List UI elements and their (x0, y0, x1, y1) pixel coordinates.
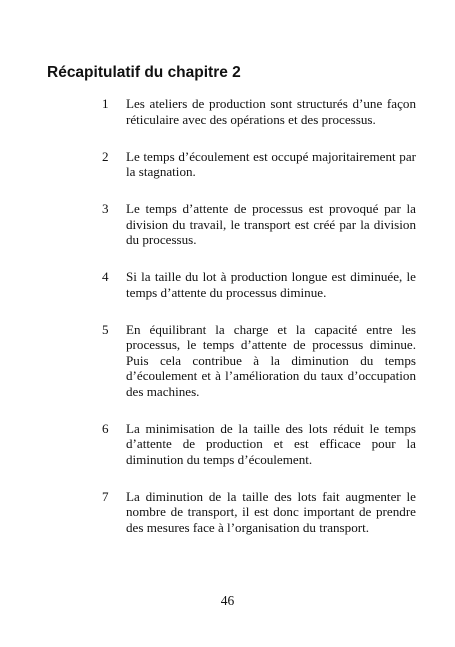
item-number: 6 (102, 420, 109, 436)
summary-item (102, 269, 416, 300)
item-text: Les ateliers de production sont structurés d’une façon réticulaire avec des opérations et des processus. (126, 96, 416, 127)
summary-item (102, 322, 416, 400)
item-text: La minimisation de la taille des lots réduit le temps d’attente de production et est efficace pour la diminution du temps d’écoulement. (126, 420, 416, 467)
chapter-summary-heading: Récapitulatif du chapitre 2 (47, 64, 241, 81)
summary-item (102, 96, 416, 127)
item-number: 1 (102, 96, 109, 111)
item-number: 2 (102, 148, 109, 164)
item-text: Le temps d’écoulement est occupé majoritairement par la stagnation. (126, 148, 416, 179)
page-number: 46 (220, 593, 235, 608)
item-text: Le temps d’attente de processus est provoqué par la division du travail, le transport est créé par la division du processus. (126, 201, 416, 247)
summary-item (102, 489, 416, 536)
item-text: En équilibrant la charge et la capacité entre les processus, le temps d’attente de processus diminue. Puis cela contribue à la diminution du temps d’écoulement et à l’amélioration du taux d’occupation des machines. (126, 321, 416, 399)
summary-item (102, 421, 416, 468)
item-number: 4 (102, 269, 109, 284)
item-number: 5 (102, 321, 109, 337)
summary-item (102, 149, 416, 180)
summary-list (102, 96, 416, 557)
item-number: 7 (102, 488, 109, 504)
item-number: 3 (102, 201, 109, 216)
item-text: Si la taille du lot à production longue est diminuée, le temps d’attente du processus diminue. (126, 269, 416, 300)
item-text: La diminution de la taille des lots fait augmenter le nombre de transport, il est donc important de prendre des mesures face à l’organisation du transport. (126, 488, 416, 535)
summary-item (102, 201, 416, 248)
